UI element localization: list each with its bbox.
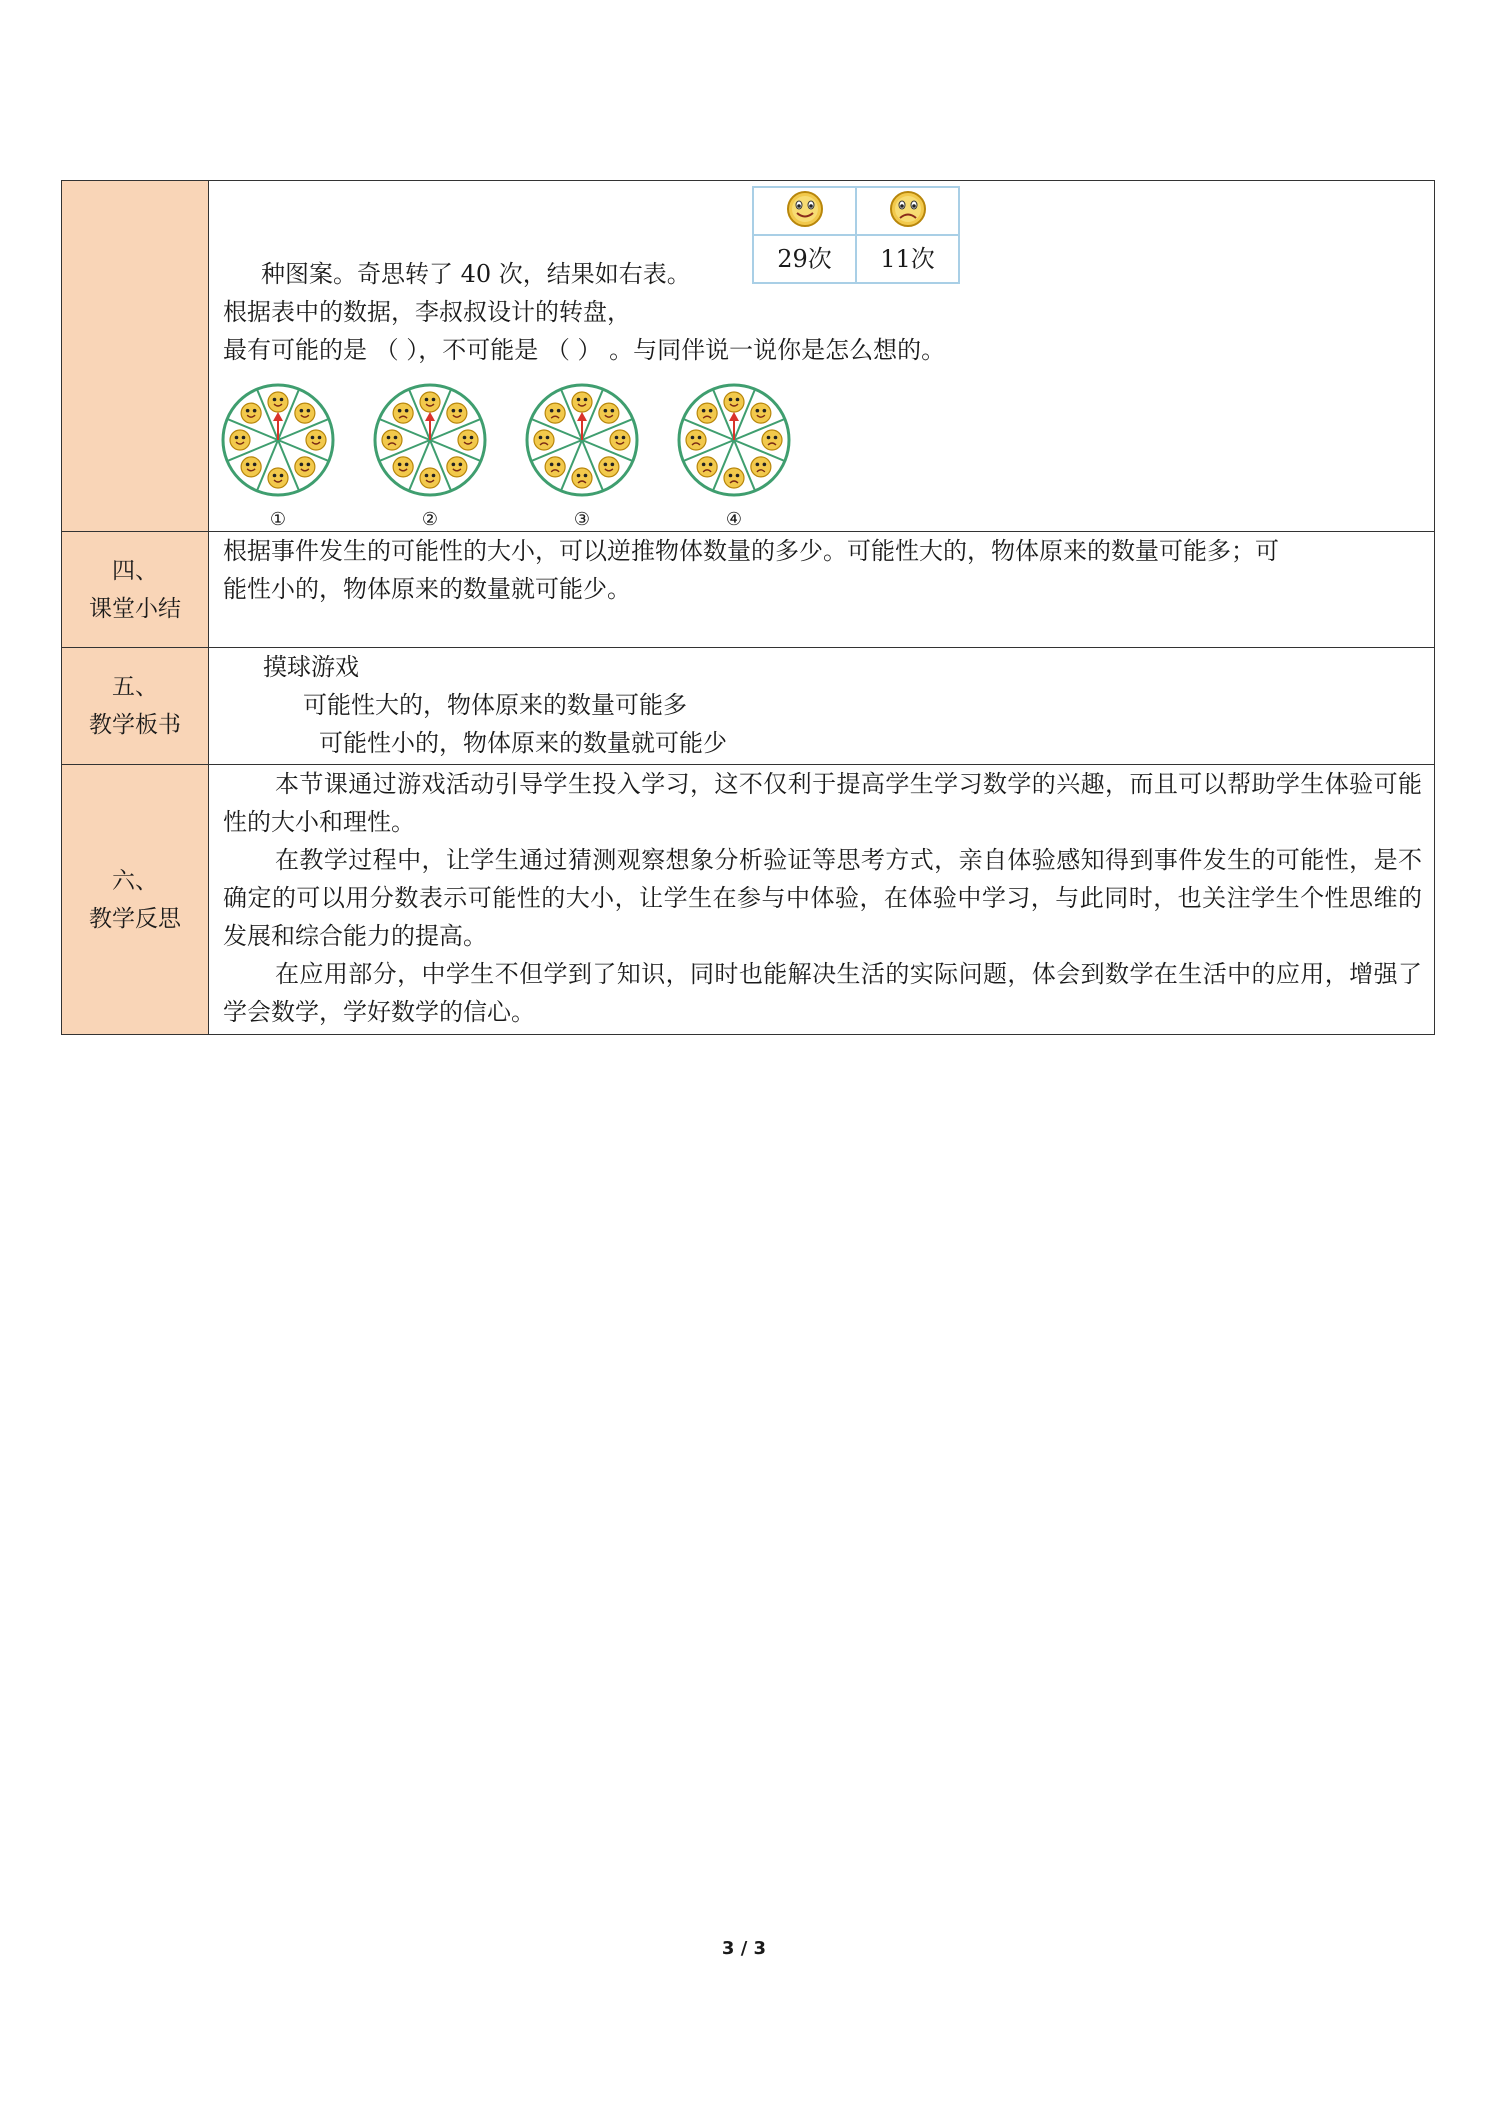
activity-text-line1: 种图案。奇思转了 40 次，结果如右表。	[261, 260, 691, 288]
spinner-label: ④	[725, 509, 743, 530]
spinner-label: ①	[269, 509, 287, 530]
board-label	[62, 648, 209, 765]
spinner-1	[219, 381, 337, 530]
spinner-options	[219, 381, 819, 531]
reflection-paragraph: 在应用部分，中学生不但学到了知识，同时也能解决生活的实际问题，体会到数学在生活中的应用，增强了学会数学，学好数学的信心。	[223, 960, 1422, 1026]
sad-face-icon	[572, 468, 592, 488]
activity-content	[209, 181, 1435, 532]
reflection-paragraph: 在教学过程中，让学生通过猜测观察想象分析验证等思考方式，亲自体验感知得到事件发生的可能性，是不确定的可以用分数表示可能性的大小，让学生在参与中体验，在体验中学习，与此同时，也关注学生个性思维的发展和综合能力的提高。	[223, 846, 1422, 950]
smiley-face-icon	[393, 457, 413, 477]
reflection-row	[62, 765, 1435, 1035]
board-line: 可能性小的，物体原来的数量就可能少	[319, 729, 727, 757]
spinner-wheel	[523, 381, 641, 499]
smiley-face-icon	[306, 430, 326, 450]
summary-line: 能性小的，物体原来的数量就可能少。	[223, 575, 631, 603]
sad-face-icon	[724, 468, 744, 488]
smiley-face-icon	[295, 403, 315, 423]
summary-name: 课堂小结	[89, 595, 181, 622]
board-row	[62, 648, 1435, 765]
smiley-face-icon	[447, 457, 467, 477]
smiley-face-icon	[420, 392, 440, 412]
reflection-name: 教学反思	[89, 905, 181, 932]
reflection-content	[209, 765, 1435, 1035]
spinner-wheel	[219, 381, 337, 499]
sad-face-icon	[382, 430, 402, 450]
smiley-face-icon	[268, 468, 288, 488]
smile-header	[753, 187, 856, 235]
smiley-face-icon	[751, 403, 771, 423]
frown-header	[856, 187, 959, 235]
smiley-face-icon	[295, 457, 315, 477]
smiley-face-icon	[599, 403, 619, 423]
board-name: 教学板书	[89, 712, 181, 738]
smiley-face-icon	[241, 403, 261, 423]
spinner-wheel	[675, 381, 793, 499]
sad-face-icon	[762, 430, 782, 450]
spinner-label: ②	[421, 509, 439, 530]
summary-content	[209, 532, 1435, 648]
spinner-wheel	[371, 381, 489, 499]
sad-face-icon	[393, 403, 413, 423]
smiley-face-icon	[458, 430, 478, 450]
summary-line: 根据事件发生的可能性的大小，可以逆推物体数量的多少。可能性大的，物体原来的数量可能多；可	[223, 537, 1279, 565]
board-content	[209, 648, 1435, 765]
activity-label-cell	[62, 181, 209, 532]
smiley-face-icon	[572, 392, 592, 412]
summary-num: 四、	[112, 557, 158, 584]
reflection-num: 六、	[112, 867, 158, 894]
lesson-plan-table	[61, 180, 1435, 1035]
sad-face-icon	[686, 430, 706, 450]
sad-face-icon	[545, 403, 565, 423]
summary-label	[62, 532, 209, 648]
spinner-4	[675, 381, 793, 530]
spinner-3	[523, 381, 641, 530]
reflection-label	[62, 765, 209, 1035]
sad-face-icon	[534, 430, 554, 450]
smiley-face-icon	[599, 457, 619, 477]
smiley-face-icon	[268, 392, 288, 412]
sad-face-icon	[697, 403, 717, 423]
sad-face-icon	[697, 457, 717, 477]
board-num: 五、	[112, 674, 158, 700]
spinner-2	[371, 381, 489, 530]
spinner-label: ③	[573, 509, 591, 530]
result-tally-table	[752, 186, 960, 284]
reflection-paragraph: 本节课通过游戏活动引导学生投入学习，这不仅利于提高学生学习数学的兴趣，而且可以帮助学生体验可能性的大小和理性。	[223, 770, 1422, 836]
smiley-face-icon	[610, 430, 630, 450]
smile-count: 29次	[753, 235, 856, 283]
sad-face-icon	[888, 189, 928, 229]
smiley-face-icon	[241, 457, 261, 477]
activity-text-line2: 根据表中的数据，李叔叔设计的转盘，	[223, 298, 631, 326]
summary-row	[62, 532, 1435, 648]
smiley-face-icon	[447, 403, 467, 423]
smiley-face-icon	[420, 468, 440, 488]
page-number: 3 / 3	[721, 1938, 767, 1959]
sad-face-icon	[545, 457, 565, 477]
sad-face-icon	[751, 457, 771, 477]
smiley-face-icon	[230, 430, 250, 450]
board-line: 可能性大的，物体原来的数量可能多	[303, 691, 687, 719]
activity-row	[62, 181, 1435, 532]
activity-text-line3: 最有可能的是 （ ），不可能是 （ ） 。与同伴说一说你是怎么想的。	[223, 336, 946, 364]
frown-count: 11次	[856, 235, 959, 283]
board-title: 摸球游戏	[263, 653, 359, 681]
smiley-face-icon	[785, 189, 825, 229]
smiley-face-icon	[724, 392, 744, 412]
